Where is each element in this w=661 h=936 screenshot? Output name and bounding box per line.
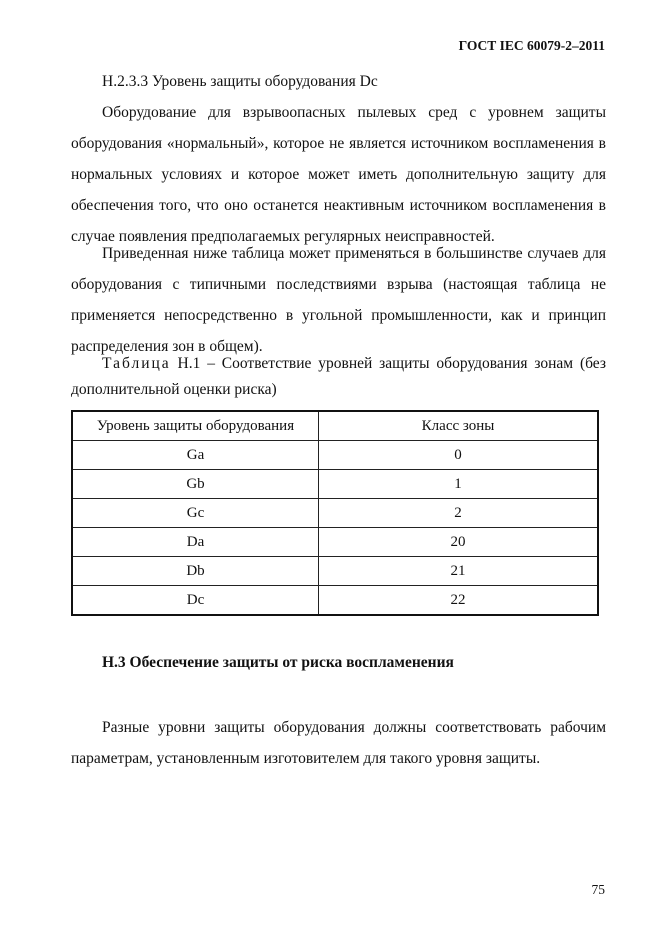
paragraph-1-line: обеспечения того, что оно останется неактивным источником воспламенения в [71, 197, 606, 214]
table-caption [71, 351, 606, 403]
table-cell: 20 [319, 528, 599, 557]
table-cell: Da [72, 528, 319, 557]
table-row [72, 470, 598, 499]
table-cell: Ga [72, 441, 319, 470]
table-row [72, 586, 598, 616]
table-header-row [72, 411, 598, 441]
column-header-epl: Уровень защиты оборудования [72, 411, 319, 441]
table-row [72, 499, 598, 528]
table-cell: 0 [319, 441, 599, 470]
table-cell: 22 [319, 586, 599, 616]
table-cell: 1 [319, 470, 599, 499]
paragraph-2 [71, 238, 606, 362]
paragraph-3-line: параметрам, установленным изготовителем для такого уровня защиты. [71, 750, 541, 767]
table-caption-label: Таблица [102, 355, 171, 372]
table-caption-line [71, 351, 606, 377]
paragraph-1-line: Оборудование для взрывоопасных пылевых сред с уровнем защиты [102, 104, 606, 121]
table-cell: Gc [72, 499, 319, 528]
paragraph-2-line: применяется непосредственно в угольной промышленности, как и принцип [71, 307, 606, 324]
column-header-zone: Класс зоны [319, 411, 599, 441]
table-caption-text: Н.1 – Соответствие уровней защиты оборудования зонам (без [170, 355, 606, 372]
paragraph-3-line: Разные уровни защиты оборудования должны соответствовать рабочим [102, 719, 606, 736]
zone-table [71, 410, 599, 616]
page-number: 75 [591, 882, 605, 897]
section-heading: Н.2.3.3 Уровень защиты оборудования Dc [102, 73, 378, 90]
paragraph-2-line: оборудования с типичными последствиями взрыва (настоящая таблица не [71, 276, 606, 293]
table-row [72, 528, 598, 557]
paragraph-2-line: Приведенная ниже таблица может применяться в большинстве случаев для [102, 245, 606, 262]
paragraph-1 [71, 97, 606, 252]
table-caption-line-2: дополнительной оценки риска) [71, 381, 277, 398]
table-cell: Gb [72, 470, 319, 499]
paragraph-3 [71, 712, 606, 774]
table-cell: Db [72, 557, 319, 586]
document-header: ГОСТ IEC 60079-2–2011 [458, 38, 605, 53]
paragraph-1-line: нормальных условиях и которое может иметь дополнительную защиту для [71, 166, 606, 183]
table-cell: 2 [319, 499, 599, 528]
paragraph-1-line: случае появления предполагаемых регулярных неисправностей. [71, 228, 495, 245]
table-row [72, 557, 598, 586]
table-row [72, 441, 598, 470]
table-cell: Dc [72, 586, 319, 616]
section-h3-heading: Н.3 Обеспечение защиты от риска воспламенения [102, 654, 454, 671]
paragraph-1-line: оборудования «нормальный», которое не является источником воспламенения в [71, 135, 606, 152]
paragraph-2-line: распределения зон в общем). [71, 338, 263, 355]
table-cell: 21 [319, 557, 599, 586]
